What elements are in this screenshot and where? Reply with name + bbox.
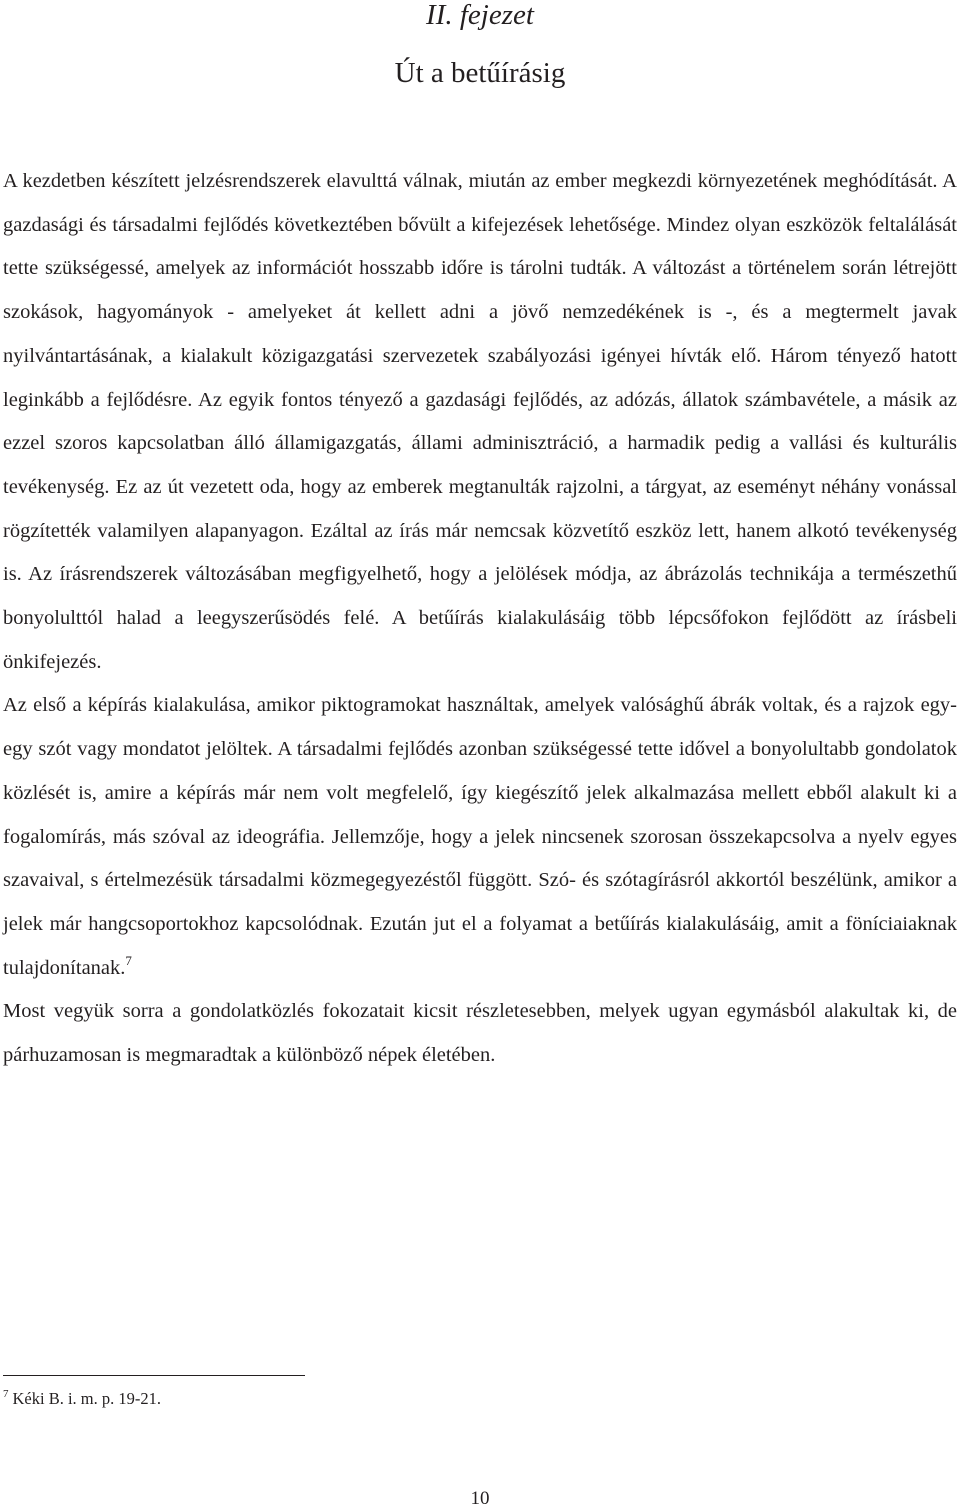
footnote-text: Kéki B. i. m. p. 19-21. xyxy=(12,1389,161,1408)
body-text xyxy=(3,160,957,1078)
footnote-separator xyxy=(3,1375,305,1376)
chapter-number: II. fejezet xyxy=(426,0,534,31)
page-number: 10 xyxy=(470,1488,490,1509)
paragraph-1: A kezdetben készített jelzésrendszerek elavulttá válnak, miután az ember megkezdi környezetének meghódítását. A gazdasági és társadalmi fejlődés következtében bővült a kifejezések lehetősége. Mindez olyan eszközök feltalálását tette szükségessé, amelyek az információt hosszabb időre is tárolni tudták. A változást a történelem során létrejött szokások, hagyományok - amelyeket át kellett adni a jövő nemzedékének is -, és a megtermelt javak nyilvántartásának, a kialakult közigazgatási szervezetek szabályozási igényei hívták elő. Három tényező hatott leginkább a fejlődésre. Az egyik fontos tényező a gazdasági fejlődés, az adózás, állatok számbavétele, a másik az ezzel szoros kapcsolatban álló államigazgatás, állami adminisztráció, a harmadik pedig a vallási és kulturális tevékenység. Ez az út vezetett oda, hogy az emberek megtanulták rajzolni, a tárgyat, az eseményt néhány vonással rögzítették valamilyen alapanyagon. Ezáltal az írás már nemcsak közvetítő eszköz lett, hanem alkotó tevékenység is. Az írásrendszerek változásában megfigyelhető, hogy a jelölések módja, az ábrázolás technikája a természethű bonyolulttól halad a leegyszerűsödés felé. A betűírás kialakulásáig több lépcsőfokon fejlődött az írásbeli önkifejezés. xyxy=(3,170,957,673)
chapter-title: Út a betűírásig xyxy=(394,57,566,89)
footnote-reference[interactable]: 7 xyxy=(125,952,132,968)
footnote xyxy=(3,1387,161,1411)
paragraph-2 xyxy=(3,684,957,990)
footnote-mark: 7 xyxy=(3,1388,9,1400)
paragraph-2-text: Az első a képírás kialakulása, amikor piktogramokat használtak, amelyek valósághű ábrák voltak, és a rajzok egy-egy szót vagy mondatot jelöltek. A társadalmi fejlődés azonban szükségessé tette idővel a bonyolultabb gondolatok közlését is, amire a képírás már nem volt megfelelő, így kiegészítő jelek alkalmazása mellett ebből alakult ki a fogalomírás, más szóval az ideográfia. Jellemzője, hogy a jelek nincsenek szorosan összekapcsolva a nyelv egyes szavaival, s értelmezésük társadalmi közmegegyezéstől függött. Szó- és szótagírásról akkortól beszélünk, amikor a jelek már hangcsoportokhoz kapcsolódnak. Ezután jut el a folyamat a betűírás kialakulásáig, amit a föníciaiaknak tulajdonítanak. xyxy=(3,694,957,979)
paragraph-3: Most vegyük sorra a gondolatközlés fokozatait kicsit részletesebben, melyek ugyan egymásból alakultak ki, de párhuzamosan is megmaradtak a különböző népek életében. xyxy=(3,1000,957,1067)
